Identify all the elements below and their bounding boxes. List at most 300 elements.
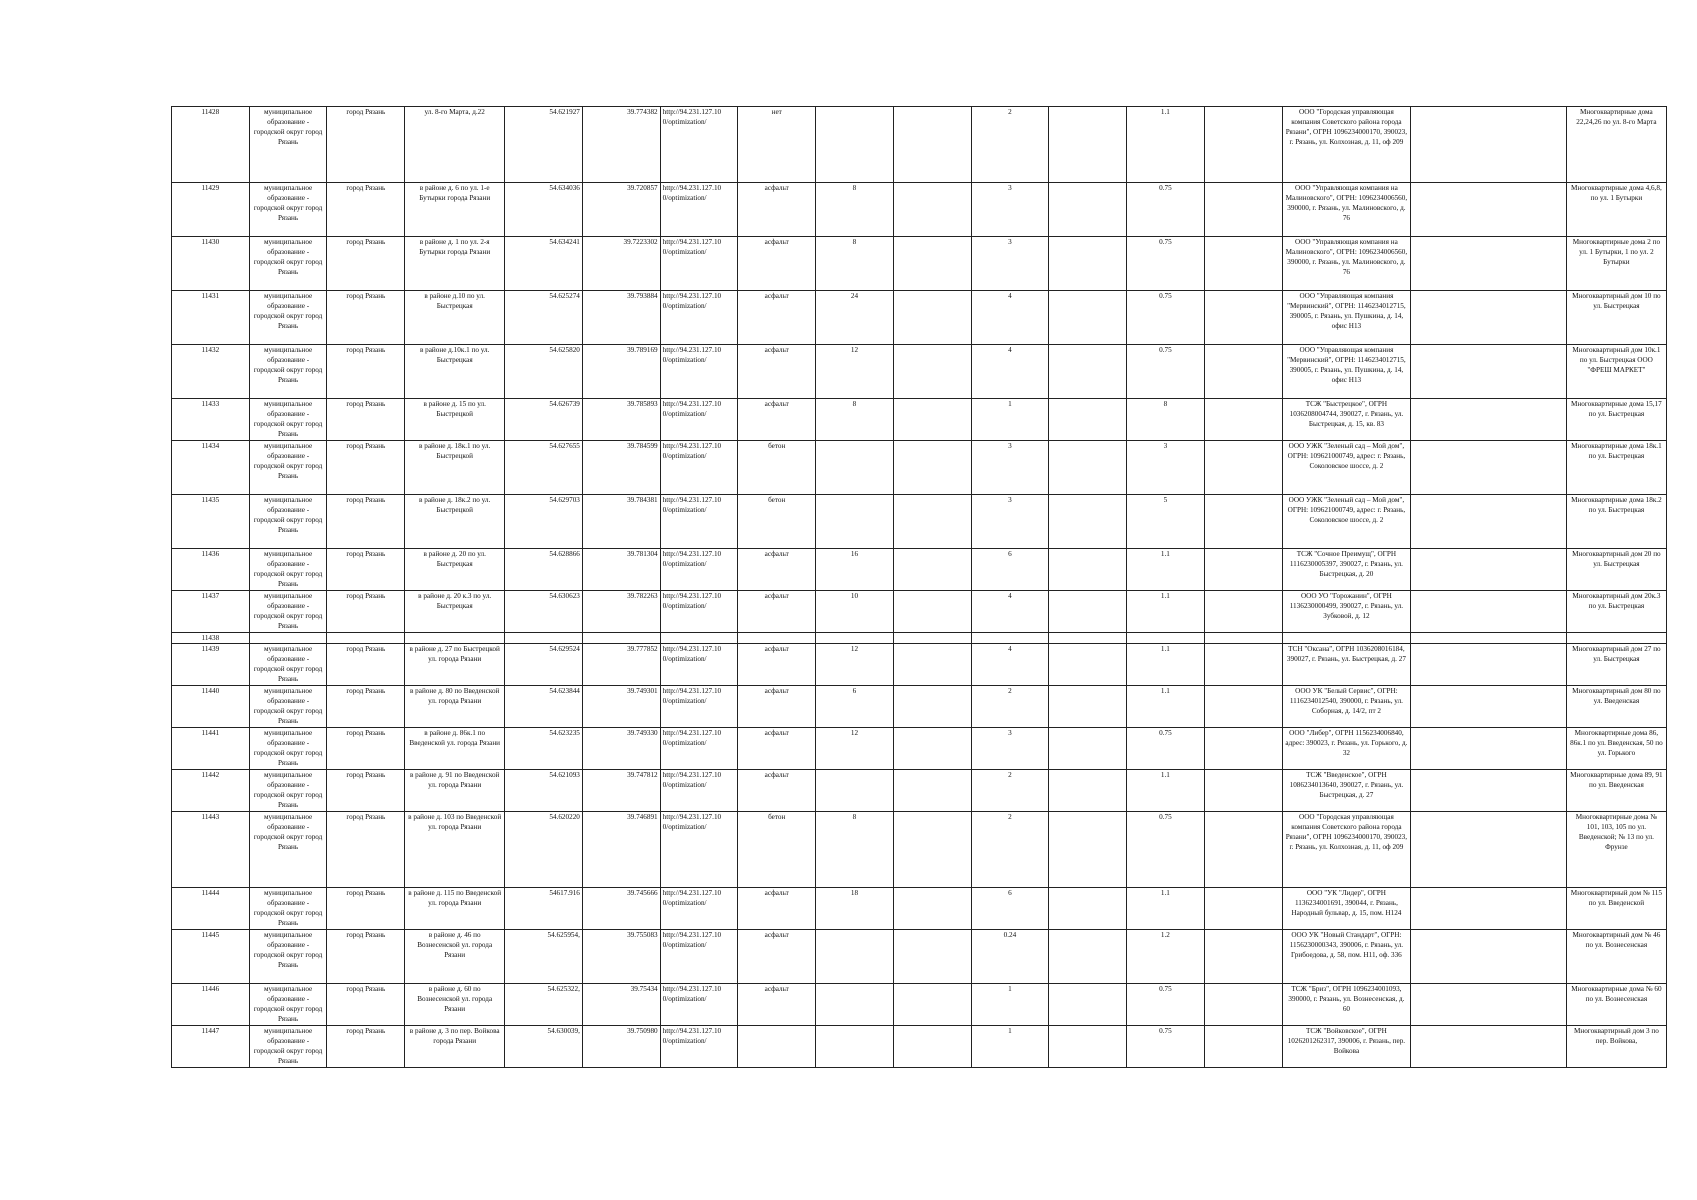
container-count-cell: 2 <box>971 812 1049 888</box>
latitude-cell: 54.629524 <box>505 644 583 686</box>
latitude-cell: 54.626739 <box>505 399 583 441</box>
operator-cell: ООО "Управляющая компания "Мервинский", ОГРН: 1146234012715, 390005, г. Рязань, ул. Пушкина, д. 14, офис Н13 <box>1282 291 1411 345</box>
row-id-cell: 11446 <box>172 984 250 1026</box>
row-id-cell: 11445 <box>172 930 250 984</box>
location-cell: в районе д. 80 по Введенской ул. города Рязани <box>405 686 505 728</box>
volume-cell: 0.75 <box>1127 237 1205 291</box>
municipality-cell: муниципальное образование - городской округ город Рязань <box>249 291 327 345</box>
empty-cell <box>1204 495 1282 549</box>
area-cell: 16 <box>816 549 894 591</box>
container-count-cell: 1 <box>971 399 1049 441</box>
city-cell: город Рязань <box>327 984 405 1026</box>
empty-cell <box>893 770 971 812</box>
empty-cell <box>1411 237 1566 291</box>
area-cell <box>816 441 894 495</box>
city-cell: город Рязань <box>327 107 405 183</box>
row-id-cell: 11443 <box>172 812 250 888</box>
surface-cell: асфальт <box>738 237 816 291</box>
city-cell: город Рязань <box>327 686 405 728</box>
empty-cell <box>893 1026 971 1068</box>
container-count-cell: 0.24 <box>971 930 1049 984</box>
empty-cell <box>893 930 971 984</box>
empty-cell <box>1411 441 1566 495</box>
row-id-cell: 11442 <box>172 770 250 812</box>
empty-cell <box>1204 930 1282 984</box>
volume-cell: 1.1 <box>1127 591 1205 633</box>
waste-sources-cell: Многоквартирный дом 20к.3 по ул. Быстрецкая <box>1566 591 1666 633</box>
table-row <box>172 495 1667 549</box>
empty-cell <box>1204 984 1282 1026</box>
container-count-cell: 6 <box>971 888 1049 930</box>
container-count-cell: 2 <box>971 770 1049 812</box>
container-count-cell: 2 <box>971 686 1049 728</box>
empty-cell <box>1411 495 1566 549</box>
empty-cell <box>1411 549 1566 591</box>
empty-cell <box>1049 770 1127 812</box>
city-cell: город Рязань <box>327 591 405 633</box>
municipality-cell: муниципальное образование - городской округ город Рязань <box>249 107 327 183</box>
area-cell: 8 <box>816 237 894 291</box>
municipality-cell: муниципальное образование - городской округ город Рязань <box>249 237 327 291</box>
waste-sources-cell: Многоквартирный дом № 46 по ул. Вознесенская <box>1566 930 1666 984</box>
volume-cell <box>1127 633 1205 644</box>
empty-cell <box>1411 107 1566 183</box>
empty-cell <box>1411 399 1566 441</box>
table-row <box>172 183 1667 237</box>
table-row <box>172 291 1667 345</box>
area-cell: 12 <box>816 728 894 770</box>
latitude-cell: 54.630623 <box>505 591 583 633</box>
waste-sources-cell: Многоквартирные дома 18к.1 по ул. Быстрецкая <box>1566 441 1666 495</box>
container-count-cell: 4 <box>971 644 1049 686</box>
empty-cell <box>1411 888 1566 930</box>
container-count-cell: 3 <box>971 183 1049 237</box>
empty-cell <box>893 107 971 183</box>
municipality-cell: муниципальное образование - городской округ город Рязань <box>249 399 327 441</box>
volume-cell: 1.2 <box>1127 930 1205 984</box>
empty-cell <box>1049 399 1127 441</box>
empty-cell <box>1049 591 1127 633</box>
surface-cell: асфальт <box>738 888 816 930</box>
waste-sources-cell: Многоквартирный дом 3 по пер. Войкова, <box>1566 1026 1666 1068</box>
longitude-cell: 39.750980 <box>582 1026 660 1068</box>
table-row <box>172 633 1667 644</box>
waste-sources-cell: Многоквартирные дома 89, 91 по ул. Введенская <box>1566 770 1666 812</box>
table-row <box>172 930 1667 984</box>
longitude-cell: 39.784599 <box>582 441 660 495</box>
city-cell: город Рязань <box>327 1026 405 1068</box>
volume-cell: 1.1 <box>1127 770 1205 812</box>
longitude-cell: 39.774382 <box>582 107 660 183</box>
waste-sources-cell: Многоквартирные дома 15,17 по ул. Быстрецкая <box>1566 399 1666 441</box>
longitude-cell: 39.782263 <box>582 591 660 633</box>
latitude-cell: 54.634036 <box>505 183 583 237</box>
empty-cell <box>1411 644 1566 686</box>
empty-cell <box>1411 770 1566 812</box>
empty-cell <box>1049 728 1127 770</box>
operator-cell: ТСЖ "Бриз", ОГРН 1096234001093, 390000, г. Рязань, ул. Вознесенская, д. 60 <box>1282 984 1411 1026</box>
table-row <box>172 686 1667 728</box>
surface-cell: бетон <box>738 495 816 549</box>
volume-cell: 0.75 <box>1127 728 1205 770</box>
area-cell <box>816 984 894 1026</box>
empty-cell <box>1411 345 1566 399</box>
surface-cell <box>738 1026 816 1068</box>
latitude-cell: 54.625820 <box>505 345 583 399</box>
latitude-cell: 54.621093 <box>505 770 583 812</box>
area-cell <box>816 770 894 812</box>
operator-cell: ООО "УК "Лидер", ОГРН 1136234001691, 390044, г. Рязань, Народный бульвар, д. 15, пом. Н124 <box>1282 888 1411 930</box>
latitude-cell: 54.629703 <box>505 495 583 549</box>
municipality-cell: муниципальное образование - городской округ город Рязань <box>249 644 327 686</box>
empty-cell <box>1204 107 1282 183</box>
city-cell <box>327 633 405 644</box>
volume-cell: 5 <box>1127 495 1205 549</box>
surface-cell: асфальт <box>738 345 816 399</box>
operator-cell: ООО УЖК "Зеленый сад – Мой дом", ОГРН: 109621000749, адрес: г. Рязань, Соколовское шоссе, д. 2 <box>1282 495 1411 549</box>
url-cell: http://94.231.127.10 0/optimization/ <box>660 345 738 399</box>
empty-cell <box>1204 549 1282 591</box>
operator-cell: ТСЖ "Введенское", ОГРН 1086234013640, 390027, г. Рязань, ул. Быстрецкая, д. 27 <box>1282 770 1411 812</box>
row-id-cell: 11432 <box>172 345 250 399</box>
municipality-cell: муниципальное образование - городской округ город Рязань <box>249 770 327 812</box>
location-cell: в районе д. 115 по Введенской ул. города Рязани <box>405 888 505 930</box>
location-cell: ул. 8-го Марта, д.22 <box>405 107 505 183</box>
area-cell: 8 <box>816 812 894 888</box>
latitude-cell: 54.628866 <box>505 549 583 591</box>
url-cell: http://94.231.127.10 0/optimization/ <box>660 984 738 1026</box>
area-cell <box>816 633 894 644</box>
row-id-cell: 11433 <box>172 399 250 441</box>
latitude-cell: 54.625322, <box>505 984 583 1026</box>
empty-cell <box>1411 984 1566 1026</box>
city-cell: город Рязань <box>327 930 405 984</box>
volume-cell: 3 <box>1127 441 1205 495</box>
surface-cell: асфальт <box>738 183 816 237</box>
empty-cell <box>1049 984 1127 1026</box>
waste-sources-cell: Многоквартирные дома 86, 86к.1 по ул. Введенская, 50 по ул. Горького <box>1566 728 1666 770</box>
operator-cell: ООО УО "Горожанин", ОГРН 1136230000499, 390027, г. Рязань, ул. Зубковой, д. 12 <box>1282 591 1411 633</box>
empty-cell <box>1204 812 1282 888</box>
longitude-cell: 39.749301 <box>582 686 660 728</box>
empty-cell <box>893 633 971 644</box>
waste-sources-cell: Многоквартирные дома № 101, 103, 105 по ул. Введенской; № 13 по ул. Фрунзе <box>1566 812 1666 888</box>
location-cell: в районе д.10 по ул. Быстрецкая <box>405 291 505 345</box>
empty-cell <box>1049 888 1127 930</box>
city-cell: город Рязань <box>327 549 405 591</box>
container-count-cell: 3 <box>971 495 1049 549</box>
url-cell: http://94.231.127.10 0/optimization/ <box>660 591 738 633</box>
volume-cell: 0.75 <box>1127 345 1205 399</box>
table-row <box>172 441 1667 495</box>
url-cell: http://94.231.127.10 0/optimization/ <box>660 495 738 549</box>
latitude-cell: 54.623235 <box>505 728 583 770</box>
row-id-cell: 11430 <box>172 237 250 291</box>
location-cell: в районе д. 20 к.3 по ул. Быстрецкая <box>405 591 505 633</box>
location-cell: в районе д. 27 по Быстрецкой ул. города Рязани <box>405 644 505 686</box>
longitude-cell: 39.7223302 <box>582 237 660 291</box>
municipality-cell: муниципальное образование - городской округ город Рязань <box>249 888 327 930</box>
volume-cell: 1.1 <box>1127 549 1205 591</box>
container-count-cell <box>971 633 1049 644</box>
url-cell: http://94.231.127.10 0/optimization/ <box>660 183 738 237</box>
operator-cell: ООО "Управляющая компания на Малиновского", ОГРН: 1096234006560, 390000, г. Рязань, ул. Малиновского, д. 76 <box>1282 183 1411 237</box>
surface-cell: асфальт <box>738 399 816 441</box>
city-cell: город Рязань <box>327 441 405 495</box>
url-cell: http://94.231.127.10 0/optimization/ <box>660 770 738 812</box>
location-cell: в районе д. 86к.1 по Введенской ул. города Рязани <box>405 728 505 770</box>
area-cell: 12 <box>816 644 894 686</box>
table-row <box>172 1026 1667 1068</box>
empty-cell <box>1411 686 1566 728</box>
empty-cell <box>1204 770 1282 812</box>
row-id-cell: 11428 <box>172 107 250 183</box>
empty-cell <box>893 686 971 728</box>
location-cell: в районе д. 46 по Вознесенской ул. города Рязани <box>405 930 505 984</box>
container-count-cell: 6 <box>971 549 1049 591</box>
row-id-cell: 11447 <box>172 1026 250 1068</box>
table-row <box>172 345 1667 399</box>
container-count-cell: 3 <box>971 728 1049 770</box>
surface-cell: асфальт <box>738 984 816 1026</box>
empty-cell <box>893 291 971 345</box>
longitude-cell: 39.781304 <box>582 549 660 591</box>
url-cell: http://94.231.127.10 0/optimization/ <box>660 888 738 930</box>
url-cell: http://94.231.127.10 0/optimization/ <box>660 399 738 441</box>
location-cell: в районе д. 3 по пер. Войкова города Рязани <box>405 1026 505 1068</box>
surface-cell: асфальт <box>738 291 816 345</box>
latitude-cell: 54.630039, <box>505 1026 583 1068</box>
surface-cell: бетон <box>738 441 816 495</box>
city-cell: город Рязань <box>327 728 405 770</box>
empty-cell <box>893 495 971 549</box>
longitude-cell: 39.746891 <box>582 812 660 888</box>
waste-sources-cell: Многоквартирные дома 22,24,26 по ул. 8-го Марта <box>1566 107 1666 183</box>
empty-cell <box>893 183 971 237</box>
location-cell: в районе д.10к.1 по ул. Быстрецкая <box>405 345 505 399</box>
operator-cell: ООО УК "Новый Стандарт", ОГРН: 1156230000343, 390006, г. Рязань, ул. Грибоедова, д. 58, пом. Н11, оф. 336 <box>1282 930 1411 984</box>
table-row <box>172 237 1667 291</box>
latitude-cell: 54.625274 <box>505 291 583 345</box>
longitude-cell: 39.75434 <box>582 984 660 1026</box>
empty-cell <box>893 549 971 591</box>
city-cell: город Рязань <box>327 644 405 686</box>
url-cell: http://94.231.127.10 0/optimization/ <box>660 107 738 183</box>
location-cell: в районе д. 60 по Вознесенской ул. города Рязани <box>405 984 505 1026</box>
municipality-cell: муниципальное образование - городской округ город Рязань <box>249 549 327 591</box>
surface-cell: бетон <box>738 812 816 888</box>
waste-sources-cell: Многоквартирные дома 4,6,8, по ул. 1 Бутырки <box>1566 183 1666 237</box>
latitude-cell: 54.634241 <box>505 237 583 291</box>
table-row <box>172 644 1667 686</box>
empty-cell <box>1204 291 1282 345</box>
city-cell: город Рязань <box>327 495 405 549</box>
area-cell: 24 <box>816 291 894 345</box>
municipality-cell: муниципальное образование - городской округ город Рязань <box>249 984 327 1026</box>
waste-sources-cell <box>1566 633 1666 644</box>
waste-sources-cell: Многоквартирный дом 80 по ул. Введенская <box>1566 686 1666 728</box>
municipality-cell: муниципальное образование - городской округ город Рязань <box>249 686 327 728</box>
row-id-cell: 11438 <box>172 633 250 644</box>
area-cell <box>816 1026 894 1068</box>
url-cell: http://94.231.127.10 0/optimization/ <box>660 549 738 591</box>
volume-cell: 0.75 <box>1127 291 1205 345</box>
empty-cell <box>1049 345 1127 399</box>
latitude-cell: 54.625954, <box>505 930 583 984</box>
longitude-cell: 39.789169 <box>582 345 660 399</box>
empty-cell <box>1049 549 1127 591</box>
empty-cell <box>1411 591 1566 633</box>
latitude-cell: 54.623844 <box>505 686 583 728</box>
operator-cell: ООО "Либер", ОГРН 1156234006840, адрес: 390023, г. Рязань, ул. Горького, д. 32 <box>1282 728 1411 770</box>
empty-cell <box>1411 633 1566 644</box>
surface-cell: асфальт <box>738 770 816 812</box>
row-id-cell: 11435 <box>172 495 250 549</box>
municipality-cell: муниципальное образование - городской округ город Рязань <box>249 495 327 549</box>
empty-cell <box>893 728 971 770</box>
empty-cell <box>1411 1026 1566 1068</box>
operator-cell: ООО "Городская управляющая компания Советского района города Рязани", ОГРН 1096234000170, 390023, г. Рязань, ул. Колхозная, д. 11, оф 209 <box>1282 107 1411 183</box>
container-count-cell: 2 <box>971 107 1049 183</box>
empty-cell <box>893 441 971 495</box>
latitude-cell: 54.621927 <box>505 107 583 183</box>
empty-cell <box>1411 930 1566 984</box>
city-cell: город Рязань <box>327 183 405 237</box>
url-cell: http://94.231.127.10 0/optimization/ <box>660 812 738 888</box>
url-cell: http://94.231.127.10 0/optimization/ <box>660 441 738 495</box>
city-cell: город Рязань <box>327 770 405 812</box>
container-count-cell: 1 <box>971 984 1049 1026</box>
city-cell: город Рязань <box>327 812 405 888</box>
empty-cell <box>893 591 971 633</box>
row-id-cell: 11437 <box>172 591 250 633</box>
url-cell: http://94.231.127.10 0/optimization/ <box>660 728 738 770</box>
latitude-cell <box>505 633 583 644</box>
municipality-cell: муниципальное образование - городской округ город Рязань <box>249 728 327 770</box>
empty-cell <box>1411 183 1566 237</box>
empty-cell <box>1204 183 1282 237</box>
empty-cell <box>1049 107 1127 183</box>
operator-cell <box>1282 633 1411 644</box>
volume-cell: 0.75 <box>1127 812 1205 888</box>
url-cell: http://94.231.127.10 0/optimization/ <box>660 644 738 686</box>
location-cell: в районе д. 18к.2 по ул. Быстрецкой <box>405 495 505 549</box>
waste-sources-cell: Многоквартирный дом 10 по ул. Быстрецкая <box>1566 291 1666 345</box>
empty-cell <box>1049 495 1127 549</box>
empty-cell <box>1049 686 1127 728</box>
area-cell <box>816 107 894 183</box>
url-cell: http://94.231.127.10 0/optimization/ <box>660 291 738 345</box>
waste-sources-cell: Многоквартирные дома № 60 по ул. Вознесенская <box>1566 984 1666 1026</box>
location-cell: в районе д. 15 по ул. Быстрецкой <box>405 399 505 441</box>
municipality-cell: муниципальное образование - городской округ город Рязань <box>249 1026 327 1068</box>
empty-cell <box>1204 686 1282 728</box>
waste-sources-cell: Многоквартирный дом № 115 по ул. Введенской <box>1566 888 1666 930</box>
empty-cell <box>893 237 971 291</box>
municipality-cell: муниципальное образование - городской округ город Рязань <box>249 930 327 984</box>
volume-cell: 0.75 <box>1127 183 1205 237</box>
empty-cell <box>1204 633 1282 644</box>
empty-cell <box>1204 644 1282 686</box>
container-count-cell: 4 <box>971 345 1049 399</box>
area-cell: 18 <box>816 888 894 930</box>
latitude-cell: 54.620220 <box>505 812 583 888</box>
area-cell: 12 <box>816 345 894 399</box>
area-cell: 6 <box>816 686 894 728</box>
waste-sources-cell: Многоквартирный дом 10к.1 по ул. Быстрецкая ООО "ФРЕШ МАРКЕТ" <box>1566 345 1666 399</box>
location-cell: в районе д. 18к.1 по ул. Быстрецкой <box>405 441 505 495</box>
empty-cell <box>893 399 971 441</box>
data-table <box>171 106 1667 1068</box>
city-cell: город Рязань <box>327 399 405 441</box>
latitude-cell: 54617.916 <box>505 888 583 930</box>
waste-sources-cell: Многоквартирные дома 18к.2 по ул. Быстрецкая <box>1566 495 1666 549</box>
volume-cell: 1.1 <box>1127 644 1205 686</box>
container-count-cell: 1 <box>971 1026 1049 1068</box>
row-id-cell: 11436 <box>172 549 250 591</box>
surface-cell: нет <box>738 107 816 183</box>
latitude-cell: 54.627655 <box>505 441 583 495</box>
location-cell: в районе д. 20 по ул. Быстрецкая <box>405 549 505 591</box>
operator-cell: ООО "Управляющая компания на Малиновского", ОГРН: 1096234006560, 390000, г. Рязань, ул. Малиновского, д. 76 <box>1282 237 1411 291</box>
longitude-cell: 39.749330 <box>582 728 660 770</box>
row-id-cell: 11444 <box>172 888 250 930</box>
longitude-cell: 39.747812 <box>582 770 660 812</box>
empty-cell <box>1204 399 1282 441</box>
city-cell: город Рязань <box>327 291 405 345</box>
surface-cell: асфальт <box>738 728 816 770</box>
longitude-cell: 39.755083 <box>582 930 660 984</box>
row-id-cell: 11431 <box>172 291 250 345</box>
operator-cell: ООО "Городская управляющая компания Советского района города Рязани", ОГРН 1096234000170, 390023, г. Рязань, ул. Колхозная, д. 11, оф 209 <box>1282 812 1411 888</box>
municipality-cell: муниципальное образование - городской округ город Рязань <box>249 441 327 495</box>
waste-sources-cell: Многоквартирный дом 20 по ул. Быстрецкая <box>1566 549 1666 591</box>
empty-cell <box>1049 183 1127 237</box>
container-count-cell: 3 <box>971 237 1049 291</box>
empty-cell <box>1411 291 1566 345</box>
empty-cell <box>1411 812 1566 888</box>
area-cell: 8 <box>816 183 894 237</box>
municipality-cell: муниципальное образование - городской округ город Рязань <box>249 345 327 399</box>
container-count-cell: 3 <box>971 441 1049 495</box>
empty-cell <box>1204 591 1282 633</box>
operator-cell: ТСЖ "Сочное Преимущ", ОГРН 1116230005397, 390027, г. Рязань, ул. Быстрецкая, д. 20 <box>1282 549 1411 591</box>
url-cell: http://94.231.127.10 0/optimization/ <box>660 930 738 984</box>
empty-cell <box>1204 888 1282 930</box>
empty-cell <box>1049 441 1127 495</box>
longitude-cell: 39.777852 <box>582 644 660 686</box>
row-id-cell: 11439 <box>172 644 250 686</box>
url-cell <box>660 633 738 644</box>
area-cell: 10 <box>816 591 894 633</box>
table-row <box>172 888 1667 930</box>
longitude-cell: 39.785893 <box>582 399 660 441</box>
volume-cell: 1.1 <box>1127 686 1205 728</box>
empty-cell <box>1049 812 1127 888</box>
municipality-cell: муниципальное образование - городской округ город Рязань <box>249 183 327 237</box>
surface-cell: асфальт <box>738 549 816 591</box>
location-cell: в районе д. 103 по Введенской ул. города Рязани <box>405 812 505 888</box>
city-cell: город Рязань <box>327 345 405 399</box>
row-id-cell: 11429 <box>172 183 250 237</box>
empty-cell <box>1049 291 1127 345</box>
empty-cell <box>1204 441 1282 495</box>
area-cell <box>816 930 894 984</box>
city-cell: город Рязань <box>327 237 405 291</box>
url-cell: http://94.231.127.10 0/optimization/ <box>660 1026 738 1068</box>
municipality-cell <box>249 633 327 644</box>
location-cell <box>405 633 505 644</box>
